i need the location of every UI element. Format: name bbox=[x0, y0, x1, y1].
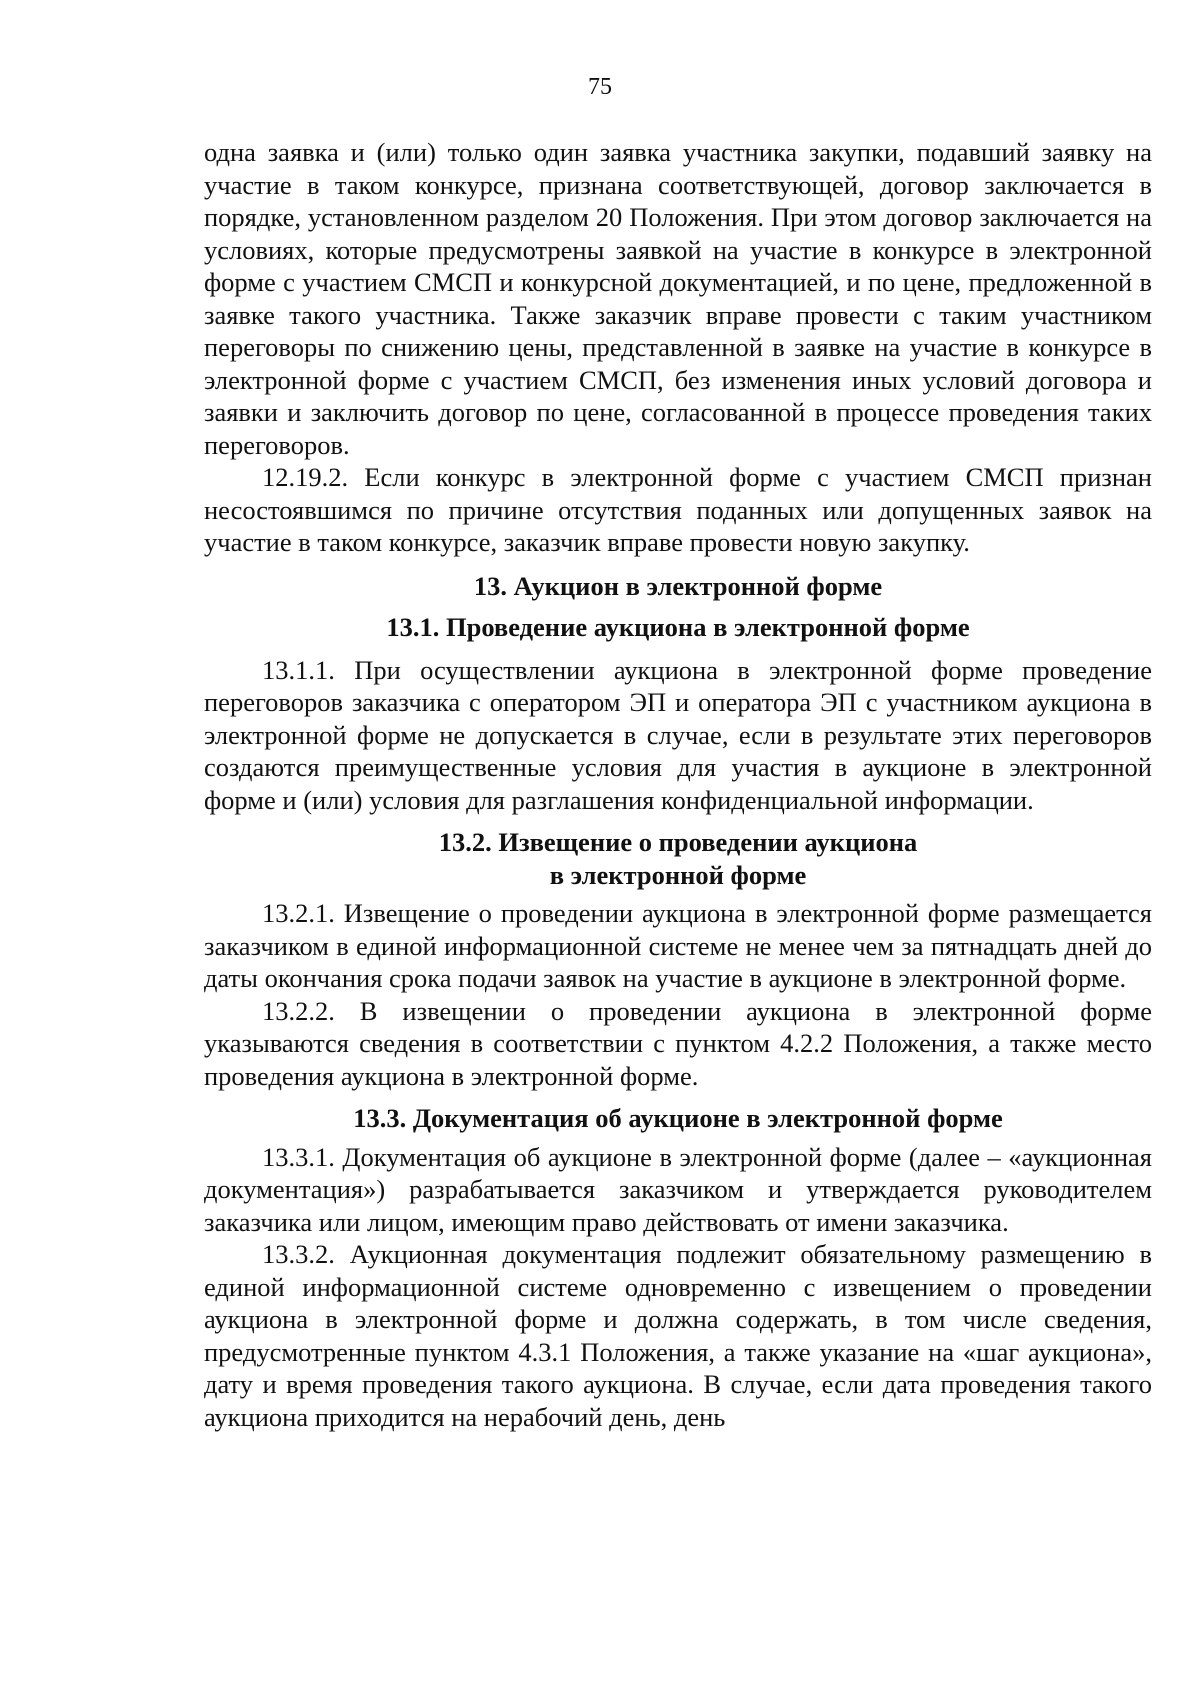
subsection-heading-13-3: 13.3. Документация об аукционе в электронной форме bbox=[353, 1103, 1003, 1133]
page-number: 75 bbox=[588, 74, 612, 100]
subsection-heading-13-2-line2: в электронной форме bbox=[549, 859, 807, 890]
paragraph-13-3-2: 13.3.2. Аукционная документация подлежит обязательному размещению в единой информационной системе одновременно с извещением о проведении аукциона в электронной форме и должна содержать, в том числе сведения, предусмотренные пунктом 4.3.1 Положения, а также указание на «шаг аукциона», дату и время проведения такого аукциона. В случае, если дата проведения такого аукциона приходится на нерабочий день, день bbox=[204, 1239, 1152, 1432]
paragraph-13-2-2: 13.2.2. В извещении о проведении аукциона в электронной форме указываются сведения в соответствии с пунктом 4.2.2 Положения, а также место проведения аукциона в электронной форме. bbox=[204, 995, 1152, 1091]
subsection-heading-13-2 bbox=[204, 826, 1152, 891]
paragraph-13-2-1: 13.2.1. Извещение о проведении аукциона в электронной форме размещается заказчиком в единой информационной системе не менее чем за пятнадцать дней до даты окончания срока подачи заявок на участие в аукционе в электронной форме. bbox=[204, 898, 1152, 993]
subsection-heading-13-1: 13.1. Проведение аукциона в электронной форме bbox=[386, 612, 970, 642]
paragraph-13-1-1: 13.1.1. При осуществлении аукциона в электронной форме проведение переговоров заказчика с оператором ЭП и оператора ЭП с участником аукциона в электронной форме не допускается в случае, если в результате этих переговоров создаются преимущественные условия для участия в аукционе в электронной форме и (или) условия для разглашения конфиденциальной информации. bbox=[204, 654, 1152, 815]
paragraph-12-19-2: 12.19.2. Если конкурс в электронной форме с участием СМСП признан несостоявшимся по причине отсутствия поданных или допущенных заявок на участие в таком конкурсе, заказчик вправе провести новую закупку. bbox=[204, 462, 1152, 557]
paragraph-continuation: одна заявка и (или) только один заявка участника закупки, подавший заявку на участие в таком конкурсе, признана соответствующей, договор заключается в порядке, установленном разделом 20 Положения. При этом договор заключается на условиях, которые предусмотрены заявкой на участие в конкурсе в электронной форме с участием СМСП и конкурсной документацией, и по цене, предложенной в заявке такого участника. Также заказчик вправе провести с таким участником переговоры по снижению цены, представленной в заявке на участие в конкурсе в электронной форме с участием СМСП, без изменения иных условий договора и заявки и заключить договор по цене, согласованной в процессе проведения таких переговоров. bbox=[204, 137, 1152, 460]
section-heading-13: 13. Аукцион в электронной форме bbox=[473, 570, 883, 601]
paragraph-13-3-1: 13.3.1. Документация об аукционе в электронной форме (далее – «аукционная документация») разрабатывается заказчиком и утверждается руководителем заказчика или лицом, имеющим право действовать от имени заказчика. bbox=[204, 1141, 1152, 1237]
subsection-heading-13-2-line1: 13.2. Извещение о проведении аукциона bbox=[438, 827, 918, 857]
page-content bbox=[204, 136, 1152, 1433]
